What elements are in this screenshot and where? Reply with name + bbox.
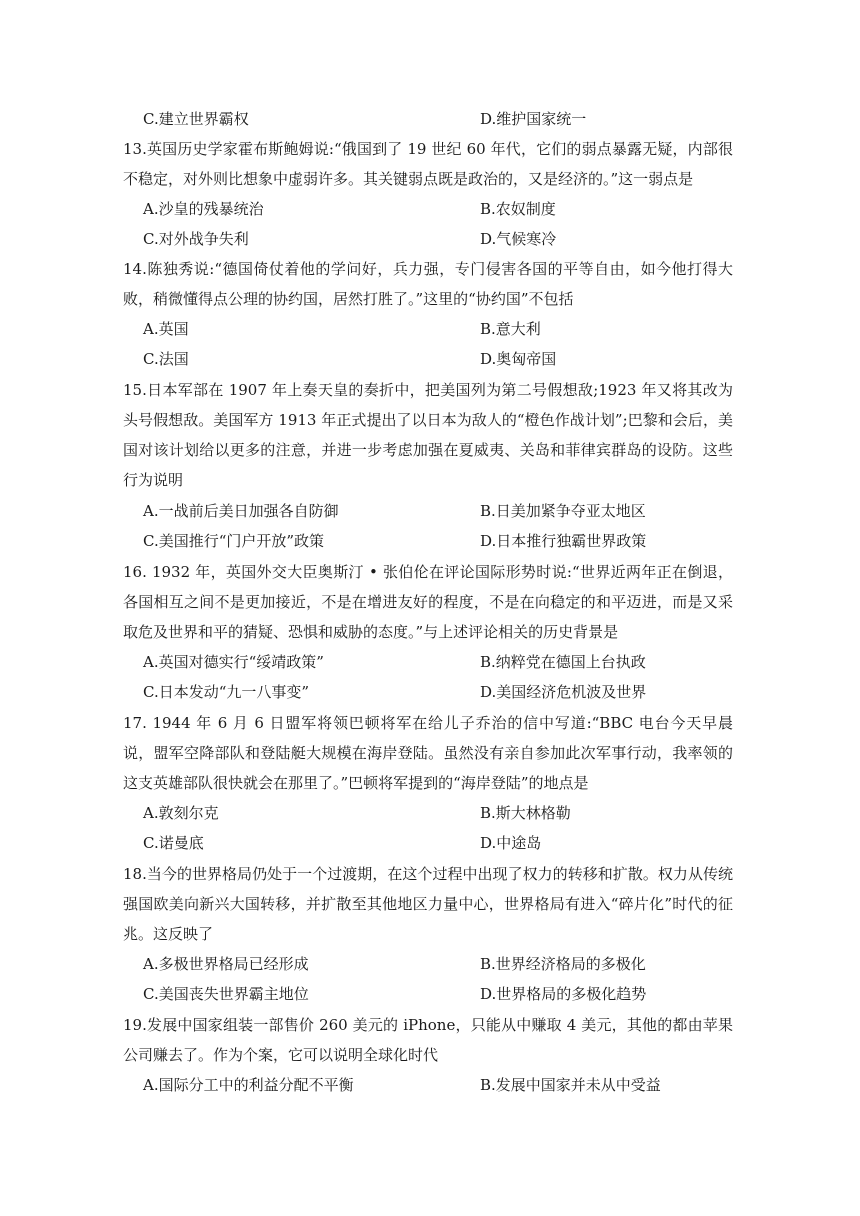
q17-stem: 17. 1944 年 6 月 6 日盟军将领巴顿将军在给儿子乔治的信中写道:“BBC 电台今天早晨说，盟军空降部队和登陆艇大规模在海岸登陆。虽然没有亲自参加此次军事行动，我率领的这支英雄部队很快就会在那里了。”巴顿将军提到的“海岸登陆”的地点是 [123, 714, 733, 792]
option-b: B.斯大林格勒 [480, 804, 571, 822]
q13-stem: 13.英国历史学家霍布斯鲍姆说:“俄国到了 19 世纪 60 年代，它们的弱点暴露无疑，内部很不稳定，对外则比想象中虚弱许多。其关键弱点既是政治的，又是经济的。”这一弱点是 [123, 140, 733, 188]
option-a: A.沙皇的残暴统治 [143, 200, 264, 218]
q12-options [0, 104, 860, 134]
option-a: A.英国 [143, 320, 189, 338]
option-d: D.世界格局的多极化趋势 [480, 985, 647, 1003]
q18-stem: 18.当今的世界格局仍处于一个过渡期，在这个过程中出现了权力的转移和扩散。权力从传统强国欧美向新兴大国转移，并扩散至其他地区力量中心，世界格局有进入“碎片化”时代的征兆。这反映了 [123, 865, 733, 943]
q15-stem: 15.日本军部在 1907 年上奏天皇的奏折中，把美国列为第二号假想敌;1923 年又将其改为头号假想敌。美国军方 1913 年正式提出了以日本为敌人的“橙色作战计划”;巴黎和会后，美国对该计划给以更多的注意，并进一步考虑加强在夏威夷、关岛和菲律宾群岛的设防。这些行为说明 [123, 381, 733, 489]
option-b: B.农奴制度 [480, 200, 556, 218]
option-c: C.美国丧失世界霸主地位 [143, 985, 309, 1003]
option-c: C.日本发动“九一八事变” [143, 683, 310, 701]
option-a: A.国际分工中的利益分配不平衡 [143, 1076, 354, 1094]
q19-stem: 19.发展中国家组装一部售价 260 美元的 iPhone，只能从中赚取 4 美元，其他的都由苹果公司赚去了。作为个案，它可以说明全球化时代 [123, 1016, 733, 1064]
option-d: D.气候寒冷 [480, 230, 557, 248]
option-c: C.对外战争失利 [143, 230, 249, 248]
option-b: B.世界经济格局的多极化 [480, 955, 646, 973]
q16-stem: 16. 1932 年，英国外交大臣奥斯汀 • 张伯伦在评论国际形势时说:“世界近两年正在倒退，各国相互之间不是更加接近，不是在增进友好的程度，不是在向稳定的和平迈进，而是又采取危及世界和平的猜疑、恐惧和威胁的态度。”与上述评论相关的历史背景是 [123, 563, 733, 641]
option-b: B.发展中国家并未从中受益 [480, 1076, 661, 1094]
option-c: C.建立世界霸权 [143, 110, 249, 128]
q15-options-row2 [0, 526, 860, 556]
option-d: D.中途岛 [480, 834, 542, 852]
q13-options-row2 [0, 224, 860, 254]
q14-stem: 14.陈独秀说:“德国倚仗着他的学问好，兵力强，专门侵害各国的平等自由，如今他打得大败，稍微懂得点公理的协约国，居然打胜了。”这里的“协约国”不包括 [123, 260, 733, 308]
option-c: C.诺曼底 [143, 834, 204, 852]
option-d: D.日本推行独霸世界政策 [480, 532, 647, 550]
q15-options-row1 [0, 496, 860, 526]
option-a: A.敦刻尔克 [143, 804, 219, 822]
option-c: C.法国 [143, 350, 189, 368]
option-b: B.日美加紧争夺亚太地区 [480, 502, 646, 520]
q14-options-row2 [0, 344, 860, 374]
q18-options-row1 [0, 949, 860, 979]
option-b: B.纳粹党在德国上台执政 [480, 653, 646, 671]
q14-options-row1 [0, 314, 860, 344]
option-d: D.奥匈帝国 [480, 350, 557, 368]
option-a: A.一战前后美日加强各自防御 [143, 502, 339, 520]
option-a: A.多极世界格局已经形成 [143, 955, 309, 973]
option-b: B.意大利 [480, 320, 541, 338]
q17-options-row1 [0, 798, 860, 828]
option-d: D.美国经济危机波及世界 [480, 683, 647, 701]
q19-options-row1 [0, 1070, 860, 1100]
q18-options-row2 [0, 979, 860, 1009]
q16-options-row2 [0, 677, 860, 707]
q16-options-row1 [0, 647, 860, 677]
option-a: A.英国对德实行“绥靖政策” [143, 653, 324, 671]
option-c: C.美国推行“门户开放”政策 [143, 532, 325, 550]
q17-options-row2 [0, 828, 860, 858]
q13-options-row1 [0, 194, 860, 224]
option-d: D.维护国家统一 [480, 110, 587, 128]
